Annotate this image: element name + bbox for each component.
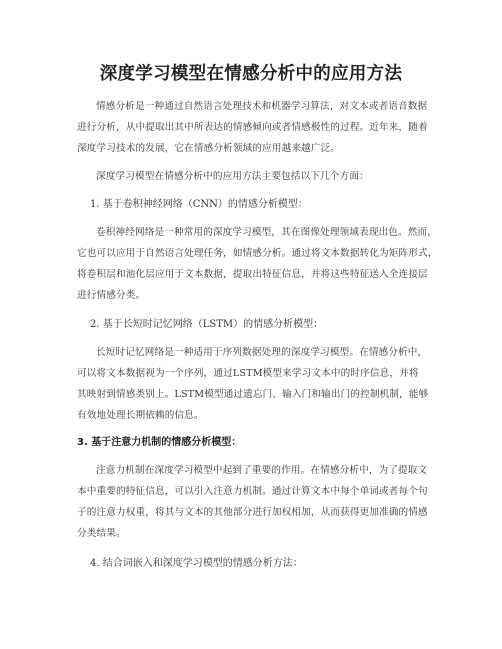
section-line: 子的注意力权重，将其与文本的其他部分进行加权相加，从而获得更加准确的情感 (77, 507, 428, 518)
section-line: 其映射到情感类别上。LSTM模型通过遗忘门、输入门和输出门的控制机制，能够 (77, 389, 429, 400)
section-heading-embedding: 4. 结合词嵌入和深度学习模型的情感分析方法： (90, 558, 303, 569)
section-line: 可以将文本数据视为一个序列，通过LSTM模型来学习文本中的时序信息，并将 (77, 368, 419, 379)
section-line: 卷积神经网络是一种常用的深度学习模型，其在图像处理领域表现出色。然而， (96, 227, 438, 238)
intro-line: 进行分析，从中提取出其中所表达的情感倾向或者情感极性的过程。近年来，随着 (77, 122, 428, 133)
intro-line: 情感分析是一种通过自然语言处理技术和机器学习算法，对文本或者语音数据 (96, 101, 428, 112)
section-line: 分类结果。 (77, 528, 126, 539)
section-line: 有效地处理长期依赖的信息。 (77, 410, 204, 421)
overview-paragraph: 深度学习模型在情感分析中的应用方法主要包括以下几个方面： (96, 171, 369, 182)
section-line: 本中重要的特征信息，可以引入注意力机制。通过计算文本中每个单词或者每个句 (77, 486, 428, 497)
section-line: 将卷积层和池化层应用于文本数据，提取出特征信息，并将这些特征送入全连接层 (77, 269, 428, 280)
section-heading-lstm: 2. 基于长短时记忆网络（LSTM）的情感分析模型： (90, 319, 324, 330)
section-line: 长短时记忆网络是一种适用于序列数据处理的深度学习模型。在情感分析中， (96, 347, 428, 358)
intro-line: 深度学习技术的发展，它在情感分析领域的应用越来越广泛。 (77, 143, 341, 154)
section-heading-attention: 3. 基于注意力机制的情感分析模型： (77, 437, 242, 448)
section-line: 注意力机制在深度学习模型中起到了重要的作用。在情感分析中，为了提取文 (96, 465, 428, 476)
document-title: 深度学习模型在情感分析中的应用方法 (99, 64, 403, 84)
section-heading-cnn: 1. 基于卷积神经网络（CNN）的情感分析模型： (90, 199, 308, 210)
section-line: 它也可以应用于自然语言处理任务，如情感分析。通过将文本数据转化为矩阵形式， (77, 248, 438, 259)
section-line: 进行情感分类。 (77, 290, 146, 301)
